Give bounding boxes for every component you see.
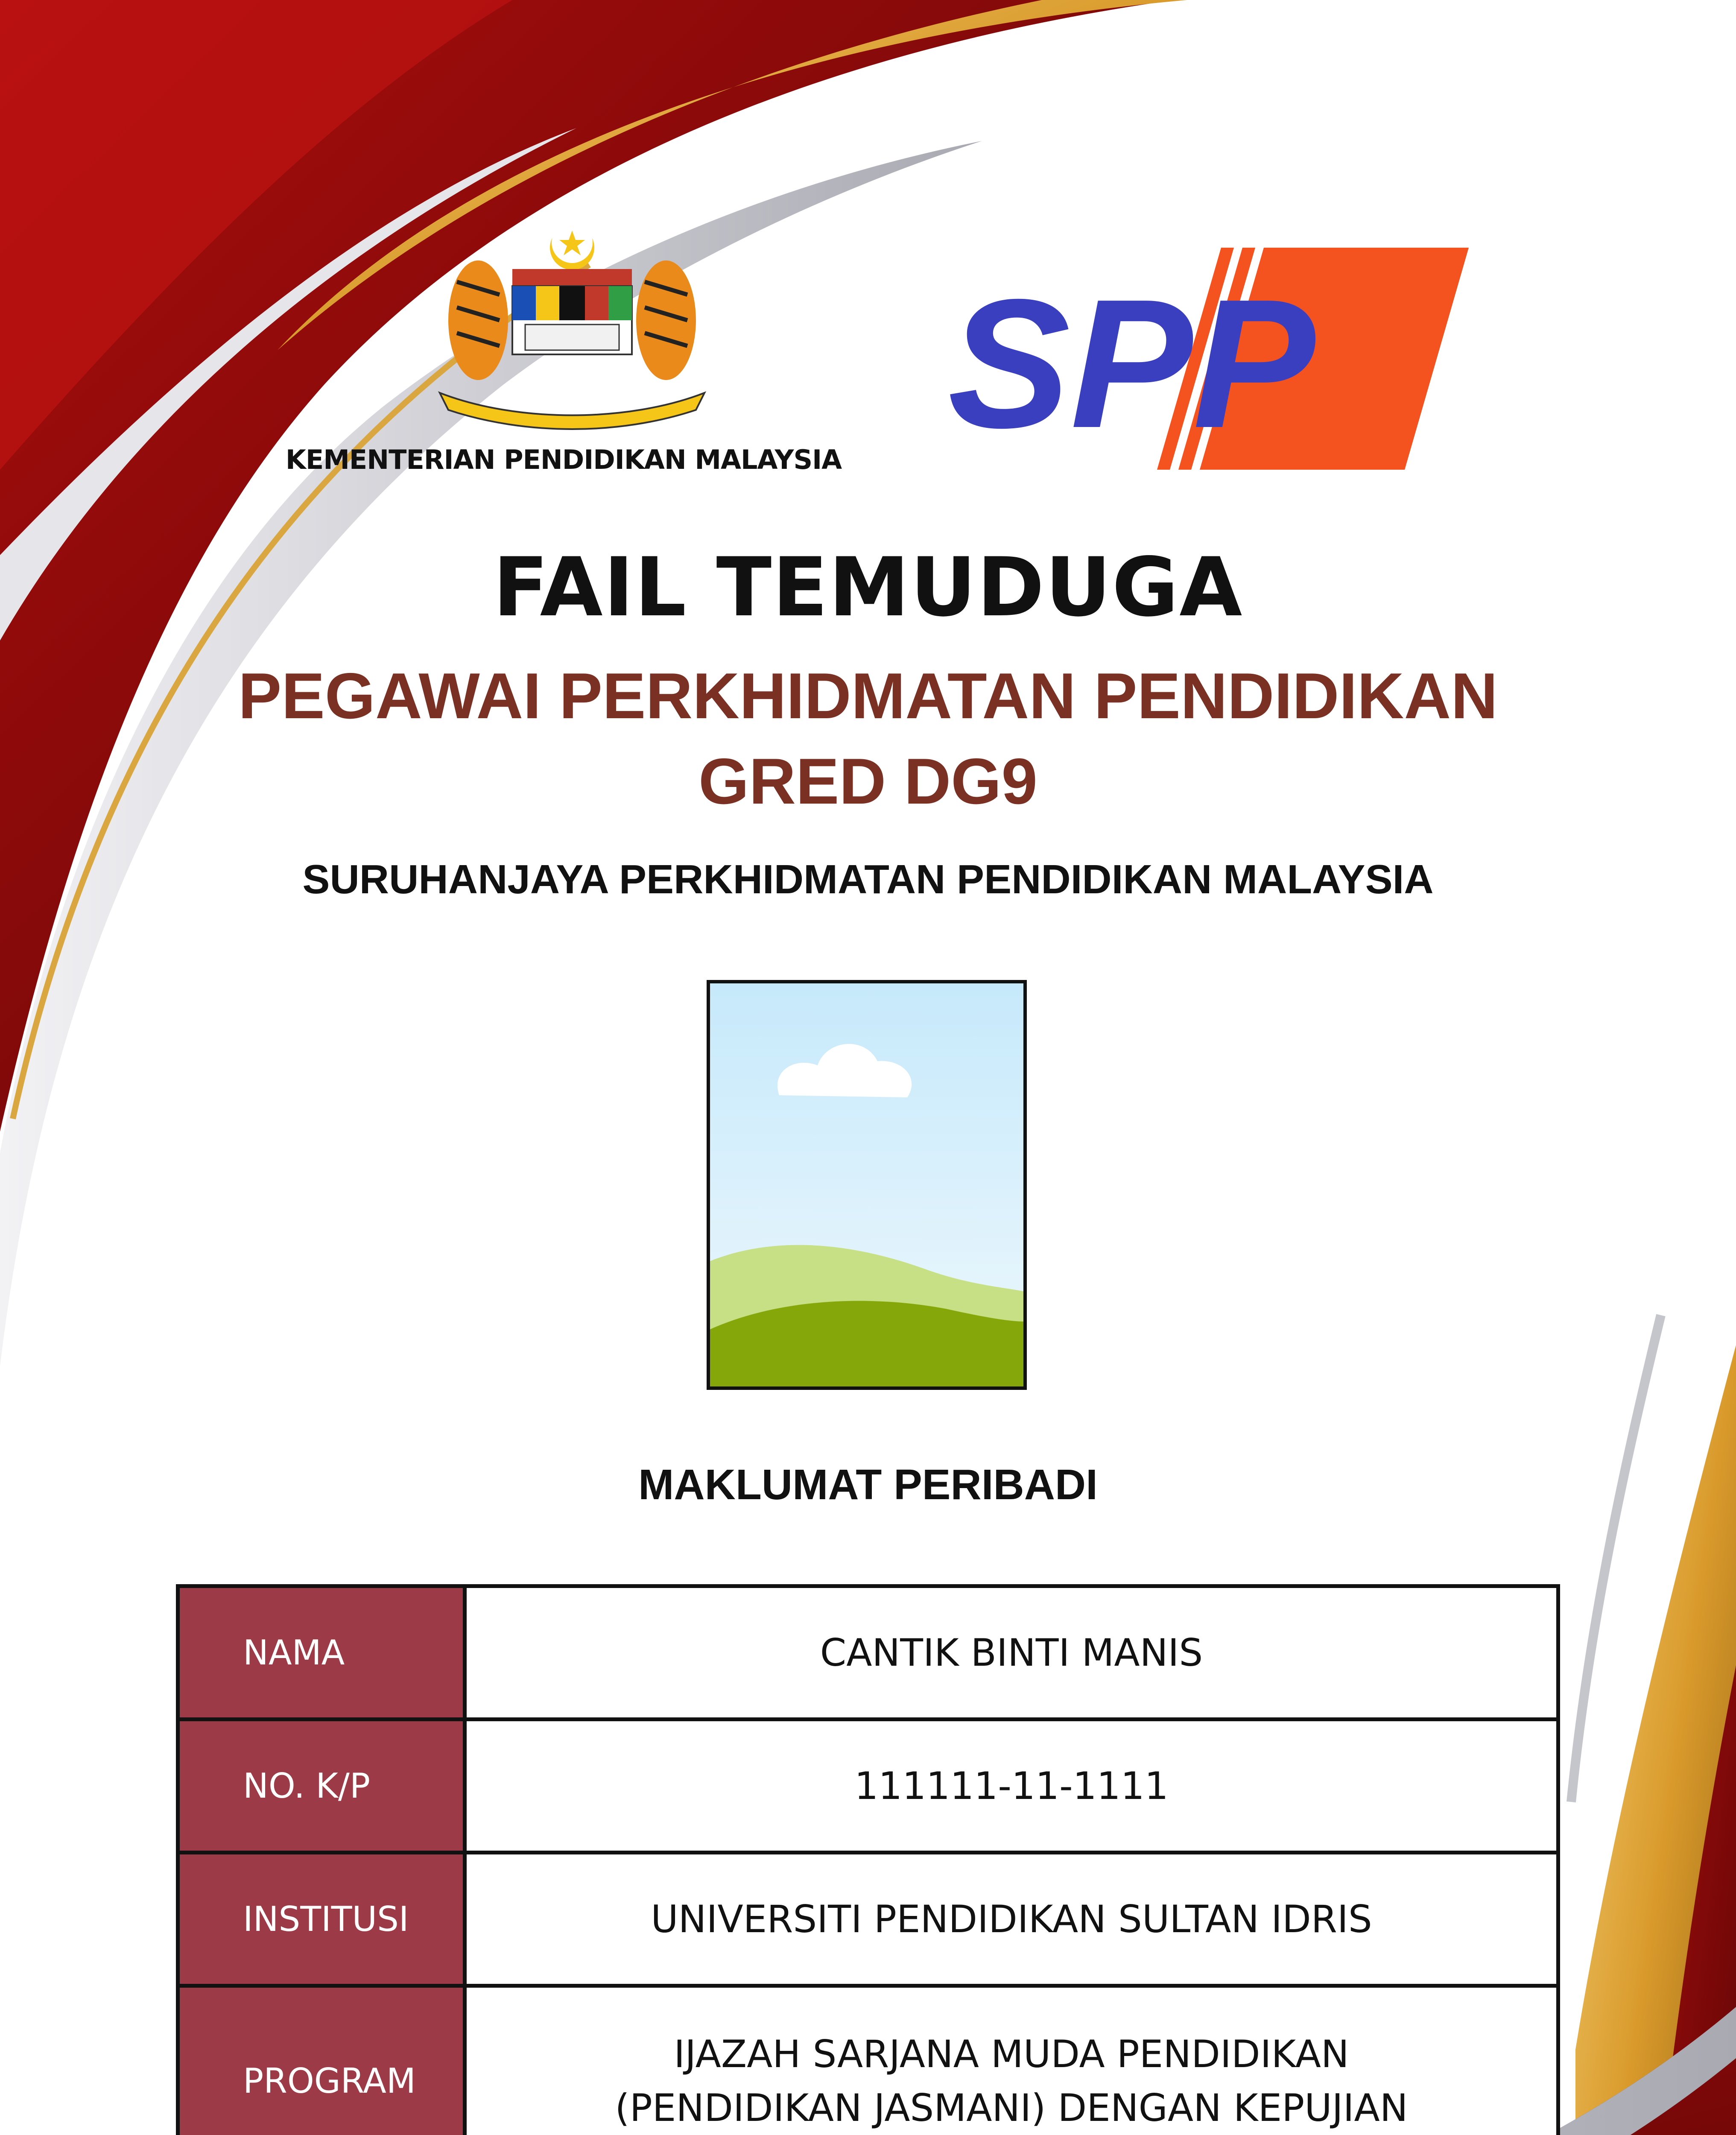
program-line-2: (PENDIDIKAN JASMANI) DENGAN KEPUJIAN <box>615 2085 1408 2130</box>
photo-placeholder-icon <box>707 980 1027 1390</box>
document-title: FAIL TEMUDUGA <box>493 540 1243 635</box>
row-label: NAMA <box>178 1586 465 1720</box>
table-row <box>178 1853 1558 1986</box>
row-value <box>465 1986 1558 2135</box>
spp-logo-icon <box>939 239 1477 478</box>
row-label: NO. K/P <box>178 1720 465 1853</box>
row-value: CANTIK BINTI MANIS <box>465 1586 1558 1720</box>
spp-logo-text: SPP <box>948 261 1315 466</box>
table-row <box>178 1720 1558 1853</box>
table-row <box>178 1586 1558 1720</box>
program-line-1: IJAZAH SARJANA MUDA PENDIDIKAN <box>674 2032 1349 2076</box>
row-value: UNIVERSITI PENDIDIKAN SULTAN IDRIS <box>465 1853 1558 1986</box>
organisation-name: SURUHANJAYA PERKHIDMATAN PENDIDIKAN MALAYSIA <box>302 857 1434 902</box>
position-subtitle <box>0 653 1736 824</box>
row-label: PROGRAM <box>178 1986 465 2135</box>
personal-info-table <box>176 1584 1560 2135</box>
row-value: 111111-11-1111 <box>465 1720 1558 1853</box>
grade-title: GRED DG9 <box>698 745 1038 818</box>
position-title: PEGAWAI PERKHIDMATAN PENDIDIKAN <box>238 660 1498 732</box>
section-title: MAKLUMAT PERIBADI <box>638 1461 1098 1509</box>
table-row <box>178 1986 1558 2135</box>
row-label: INSTITUSI <box>178 1853 465 1986</box>
malaysia-coat-of-arms-icon <box>431 222 713 444</box>
ministry-name: KEMENTERIAN PENDIDIKAN MALAYSIA <box>285 444 842 475</box>
